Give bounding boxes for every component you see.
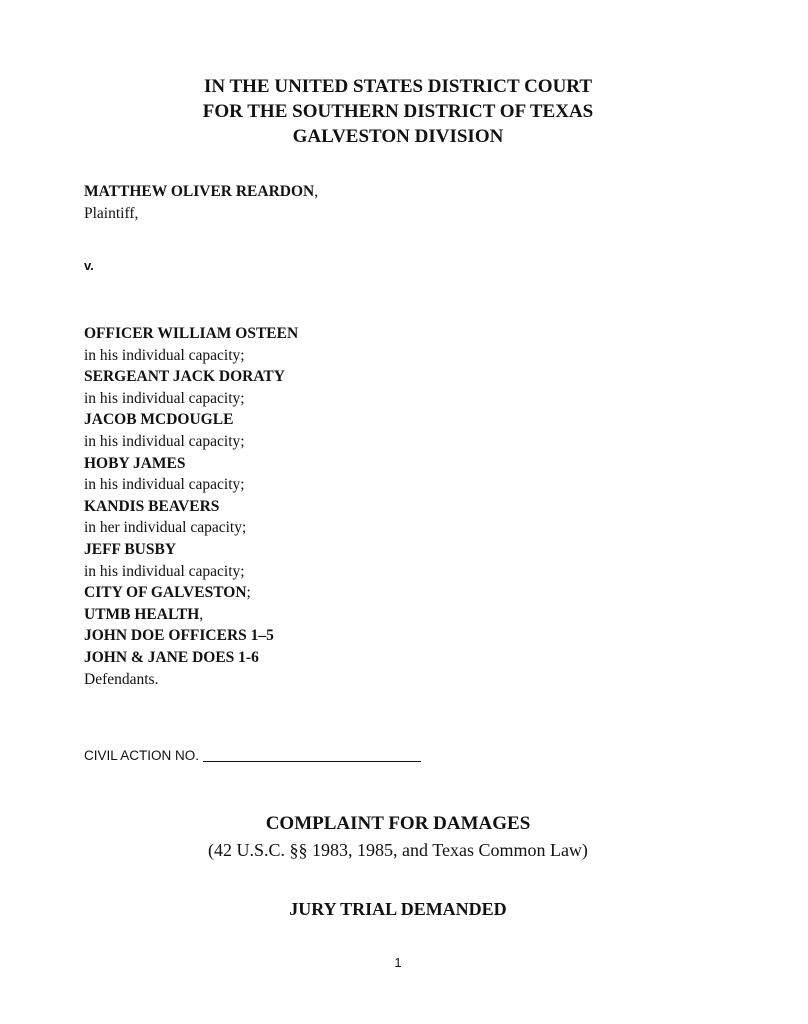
defendant-capacity: in his individual capacity; <box>84 346 245 364</box>
jury-demand: JURY TRIAL DEMANDED <box>289 899 507 919</box>
civil-action-number <box>84 747 421 763</box>
defendant-name: JACOB MCDOUGLE <box>84 411 234 429</box>
defendant-capacity: in her individual capacity; <box>84 519 247 537</box>
defendant-capacity: in his individual capacity; <box>84 389 245 407</box>
defendant-capacity: in his individual capacity; <box>84 432 245 450</box>
plaintiff-name-punct: , <box>314 183 319 200</box>
defendant-name: KANDIS BEAVERS <box>84 497 220 515</box>
defendant-name: OFFICER WILLIAM OSTEEN <box>84 325 299 342</box>
civil-action-label: CIVIL ACTION NO. <box>84 748 200 763</box>
court-heading-line-3: GALVESTON DIVISION <box>292 126 504 147</box>
civil-action-blank-line <box>203 747 421 762</box>
defendant-capacity: in his individual capacity; <box>84 562 245 580</box>
defendant-name: HOBY JAMES <box>84 454 186 472</box>
defendant-name: UTMB HEALTH <box>84 605 200 623</box>
plaintiff-name: MATTHEW OLIVER REARDON <box>84 183 315 200</box>
complaint-title: COMPLAINT FOR DAMAGES <box>265 813 531 834</box>
defendant-capacity: in his individual capacity; <box>84 476 245 494</box>
defendant-name: JOHN & JANE DOES 1-6 <box>84 648 259 666</box>
plaintiff-role: Plaintiff, <box>84 204 139 222</box>
defendant-punct: ; <box>246 584 251 602</box>
court-heading-line-2: FOR THE SOUTHERN DISTRICT OF TEXAS <box>202 101 594 122</box>
versus-label: v. <box>84 258 94 273</box>
defendant-name: JOHN DOE OFFICERS 1–5 <box>84 627 274 645</box>
defendant-name: SERGEANT JACK DORATY <box>84 368 285 386</box>
defendants-block <box>84 323 298 690</box>
defendant-name: CITY OF GALVESTON <box>84 584 247 602</box>
plaintiff-block <box>84 181 318 224</box>
defendants-label: Defendants. <box>84 670 159 688</box>
page-number: 1 <box>394 955 402 970</box>
defendant-name: JEFF BUSBY <box>84 540 177 558</box>
defendant-punct: , <box>199 605 204 623</box>
court-heading-line-1: IN THE UNITED STATES DISTRICT COURT <box>203 76 593 97</box>
court-heading <box>0 74 796 149</box>
complaint-subtitle: (42 U.S.C. §§ 1983, 1985, and Texas Common Law) <box>208 840 588 860</box>
